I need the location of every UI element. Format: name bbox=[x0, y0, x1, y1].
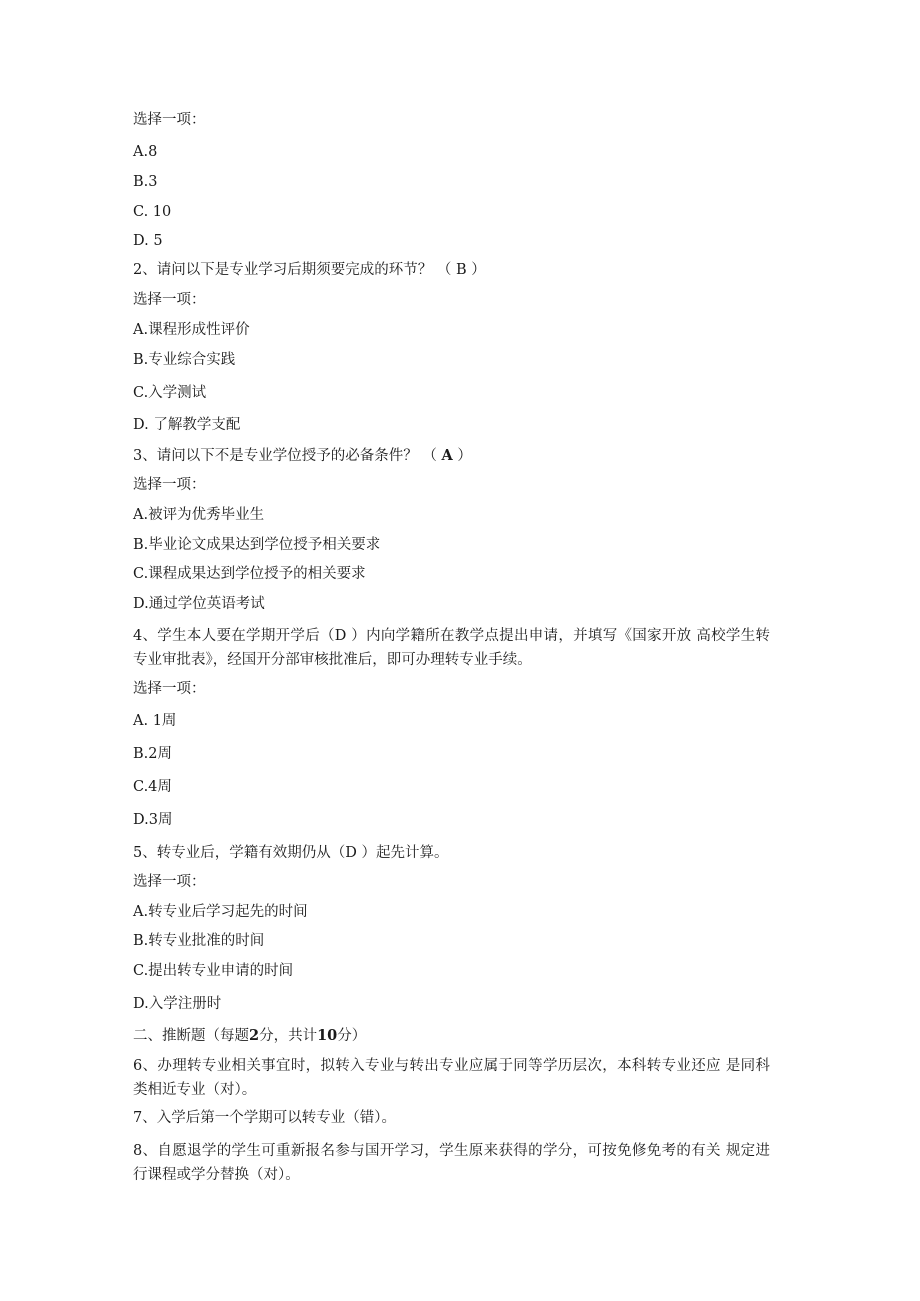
question-3 bbox=[133, 447, 472, 465]
option-a: A.课程形成性评价 bbox=[133, 322, 250, 338]
section-heading-text: 分，共计 bbox=[259, 1028, 318, 1044]
question-4: 4、学生本人要在学期开学后（D ）内向学籍所在教学点提出申请，并填写《国家开放 高校学生转专业审批表》，经国开分部审核批准后，即可办理转专业手续。 bbox=[133, 628, 770, 668]
question-3-close: ） bbox=[452, 448, 472, 464]
option-d: D.通过学位英语考试 bbox=[133, 596, 265, 612]
option-b: B.3 bbox=[133, 174, 158, 190]
question-7: 7、入学后第一个学期可以转专业（错）。 bbox=[133, 1110, 396, 1126]
choose-one-label: 选择一项： bbox=[133, 112, 206, 128]
question-3-answer: A bbox=[441, 447, 453, 464]
option-c: C.入学测试 bbox=[133, 385, 207, 401]
option-d: D.入学注册时 bbox=[133, 996, 222, 1012]
choose-one-label: 选择一项： bbox=[133, 477, 206, 493]
choose-one-label: 选择一项： bbox=[133, 874, 206, 890]
option-c: C.4周 bbox=[133, 779, 172, 795]
total-points: 10 bbox=[317, 1027, 338, 1044]
question-8: 8、自愿退学的学生可重新报名参与国开学习，学生原来获得的学分，可按免修免考的有关 规定进行课程或学分替换（对）。 bbox=[133, 1143, 770, 1183]
section-heading-text: 分） bbox=[337, 1028, 367, 1044]
points-per-question: 2 bbox=[249, 1027, 260, 1044]
option-d: D. 5 bbox=[133, 233, 163, 249]
option-a: A. 1周 bbox=[133, 713, 177, 729]
question-2: 2、请问以下是专业学习后期须要完成的环节？ （ B ） bbox=[133, 262, 486, 278]
option-c: C. 10 bbox=[133, 204, 172, 220]
question-6: 6、办理转专业相关事宜时，拟转入专业与转出专业应属于同等学历层次，本科转专业还应 是同科类相近专业（对）。 bbox=[133, 1058, 770, 1098]
question-5: 5、转专业后，学籍有效期仍从（D ）起先计算。 bbox=[133, 845, 449, 861]
option-b: B.专业综合实践 bbox=[133, 352, 236, 368]
option-d: D. 了解教学支配 bbox=[133, 417, 241, 433]
section-heading bbox=[133, 1027, 366, 1045]
option-b: B.转专业批准的时间 bbox=[133, 933, 265, 949]
question-3-text: 3、请问以下不是专业学位授予的必备条件？ （ bbox=[133, 448, 442, 464]
option-b: B.毕业论文成果达到学位授予相关要求 bbox=[133, 537, 381, 553]
option-a: A.转专业后学习起先的时间 bbox=[133, 904, 308, 920]
option-c: C.课程成果达到学位授予的相关要求 bbox=[133, 566, 366, 582]
section-heading-text: 二、推断题（每题 bbox=[133, 1028, 249, 1044]
option-a: A.被评为优秀毕业生 bbox=[133, 507, 265, 523]
option-a: A.8 bbox=[133, 144, 158, 160]
choose-one-label: 选择一项： bbox=[133, 292, 206, 308]
option-c: C.提出转专业申请的时间 bbox=[133, 963, 294, 979]
option-b: B.2周 bbox=[133, 746, 172, 762]
choose-one-label: 选择一项： bbox=[133, 681, 206, 697]
option-d: D.3周 bbox=[133, 812, 173, 828]
